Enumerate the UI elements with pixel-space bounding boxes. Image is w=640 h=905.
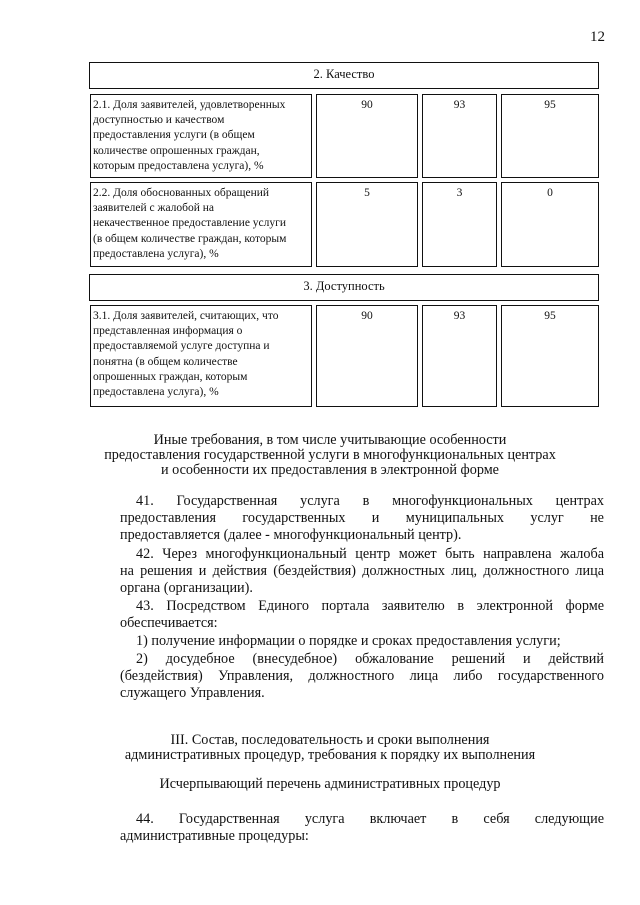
row-3-1-value-2: 93 (422, 305, 497, 407)
row-3-1-value-1: 90 (316, 305, 418, 407)
row-2-1-value-3: 95 (501, 94, 599, 178)
row-2-1-value-2: 93 (422, 94, 497, 178)
paragraph-44: 44. Государственная услуга включает в себя следующие административные процедуры: (120, 811, 604, 844)
heading-other-requirements: Иные требования, в том числе учитывающие особенности предоставления государственной услуги в многофункциональных центрах и особенности их предоставления в электронной форме (104, 432, 556, 478)
row-2-1-label: 2.1. Доля заявителей, удовлетворенных доступностью и качеством предоставления услуги (в общем количестве опрошенных граждан, которым предоставлена услуга), % (90, 94, 312, 178)
section-access: 3. Доступность (89, 274, 599, 301)
paragraph-42: 42. Через многофункциональный центр может быть направлена жалоба на решения и действия (бездействия) должностных лиц, должностного лица органа (организации). (120, 546, 604, 596)
section-quality: 2. Качество (89, 62, 599, 89)
row-2-2-label: 2.2. Доля обоснованных обращений заявителей с жалобой на некачественное предоставление услуги (в общем количестве граждан, которым предоставлена услуга), % (90, 182, 312, 267)
paragraph-43: 43. Посредством Единого портала заявителю в электронной форме обеспечивается: (120, 598, 604, 631)
row-3-1-value-3: 95 (501, 305, 599, 407)
indicators-table (89, 62, 601, 407)
row-2-1-value-1: 90 (316, 94, 418, 178)
row-3-1-label: 3.1. Доля заявителей, считающих, что представленная информация о предоставляемой услуге доступна и понятна (в общем количестве опрошенных граждан, которым предоставлена услуга), % (90, 305, 312, 407)
paragraph-43-item-2: 2) досудебное (внесудебное) обжалование решений и действий (бездействия) Управления, должностного лица либо государственного служащего Управления. (120, 651, 604, 701)
row-2-2-value-3: 0 (501, 182, 599, 267)
heading-procedures-list: Исчерпывающий перечень административных процедур (159, 776, 501, 792)
row-2-2-value-1: 5 (316, 182, 418, 267)
paragraph-43-item-1: 1) получение информации о порядке и сроках предоставления услуги; (136, 633, 561, 649)
row-2-2-value-2: 3 (422, 182, 497, 267)
paragraph-41: 41. Государственная услуга в многофункциональных центрах предоставления государственных и муниципальных услуг не предоставляется (далее - многофункциональный центр). (120, 493, 604, 543)
page-number: 12 (590, 29, 605, 45)
heading-section-3: III. Состав, последовательность и сроки выполнения административных процедур, требования к порядку их выполнения (124, 732, 536, 763)
